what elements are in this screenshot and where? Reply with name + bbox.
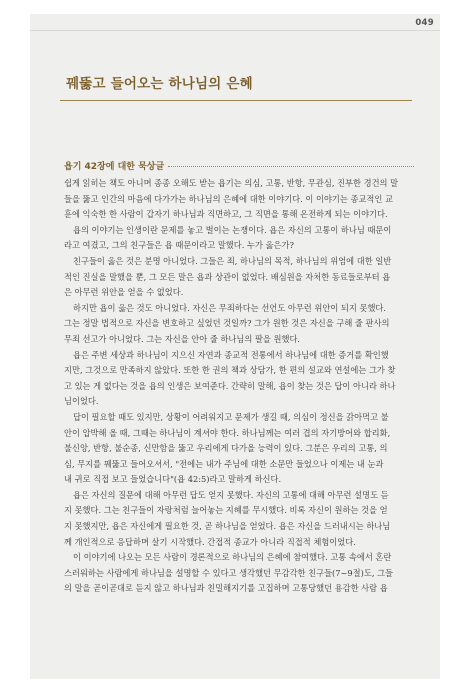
title-divider [60,100,412,101]
body-line: 답이 필요할 때도 있지만, 상황이 어려워지고 문제가 생길 때, 의심이 정신을 갉아먹고 불 [73,411,389,422]
section-label: 욥기 42장에 대한 묵상글 [64,161,165,172]
body-line: 이 이야기에 나오는 모든 사람이 경론적으로 하나님의 은혜에 참여했다. 고통 속에서 혼란 [73,552,392,563]
dotted-leader [168,166,414,167]
body-line: 욥은 주변 세상과 하나님이 지으신 자연과 종교적 전통에서 하나님에 대한 증거를 확인했 [73,349,389,360]
body-line: 고 있는 게 없다는 것을 욥의 인생은 보여준다. 간략히 말해, 욥이 찾는 것은 답이 아니라 하나 [64,380,396,391]
body-line: 안이 압박해 올 때, 그때는 하나님이 계셔야 한다. 하나님께는 여러 겹의 자기방어와 합리화, [64,427,391,438]
body-line: 욥의 이야기는 인생이란 문제를 놓고 벌이는 논쟁이다. 욥은 자신의 고통이 하나님 때문이 [73,224,392,235]
body-line: 님이었다. [64,396,99,407]
body-line: 심, 무지를 꿰뚫고 들어오셔서, "전에는 내가 주님에 대한 소문만 들었으나 이제는 내 눈과 [64,458,384,469]
body-line: 스러워하는 사람에게 하나님을 설명할 수 있다고 생각했던 무감각한 친구들(7~9절)도, 그들 [64,567,394,578]
body-line: 불신앙, 반항, 불순종, 신만함을 뚫고 우리에게 다가올 능력이 있다. 그분은 우리의 고통, 의 [64,443,388,454]
body-line: 적인 진실을 말했을 뿐, 그 모든 말은 욥과 상관이 없었다. 배심원을 자처한 동료들로부터 욥 [64,271,391,282]
body-line: 지 못했다. 그는 친구들이 자랑처럼 늘어놓는 지혜를 무시했다. 비록 자신이 원하는 것을 얻 [64,505,388,516]
body-line: 께 개인적으로 응답하며 살기 시작했다. 간접적 종교가 아니라 직접적 체험이었다. [64,536,356,547]
page-number: 049 [415,18,434,28]
body-line: 친구들이 옳은 것은 분명 아니었다. 그들은 죄, 하나님의 목적, 하나님의 위엄에 대한 일반 [73,255,392,266]
body-line: 은 아무런 위안을 얻을 수 없었다. [64,287,184,298]
body-line: 의 말을 곧이곧대로 듣지 않고 하나님과 친밀해지기를 고집하며 고통당했던 용감한 사람 욥 [64,583,388,594]
body-line: 쉽게 읽히는 책도 아니며 종종 오해도 받는 욥기는 의심, 고통, 반항, 무관심, 진부한 경건의 말 [64,178,399,188]
body-line: 들을 뚫고 인간의 마음에 다가가는 하나님의 은혜에 대한 이야기다. 이 이야기는 종교적인 교 [64,193,393,204]
body-line: 무죄 선고가 아니었다. 그는 자신을 안아 줄 하나님의 팔을 원했다. [64,333,301,344]
header-divider [30,30,440,31]
body-text [64,176,414,597]
body-line: 그는 정말 법적으로 자신을 변호하고 싶었던 것일까? 그가 원한 것은 자신을 구해 줄 판사의 [64,318,390,329]
body-line: 라고 여겼고, 그의 친구들은 욥 때문이라고 말했다. 누가 옳은가? [64,240,294,251]
body-line: 하지만 욥이 옳은 것도 아니었다. 자신은 무죄하다는 선언도 아무런 위안이 되지 못했다. [73,302,387,313]
body-line: 지만, 그것으로 만족하지 않았다. 또한 한 권의 책과 상담가, 한 편의 설교와 연설에는 그가 찾 [64,365,396,376]
section-heading [64,158,414,172]
body-line: 훈에 익숙한 한 사람이 갑자기 하나님과 직면하고, 그 직면을 통해 온전하게 되는 이야기다. [64,209,388,220]
body-line: 지 못했지만, 욥은 자신에게 필요한 것, 곧 하나님을 얻었다. 욥은 자신을 드러내시는 하나님 [64,521,391,532]
body-line: 내 귀로 직접 보고 들었습니다"(욥 42:5)라고 말하게 하신다. [64,474,282,485]
chapter-title: 꿰뚫고 들어오는 하나님의 은혜 [66,76,253,92]
body-line: 욥은 자신의 질문에 대해 아무런 답도 얻지 못했다. 자신의 고통에 대해 아무런 설명도 듣 [73,489,389,500]
